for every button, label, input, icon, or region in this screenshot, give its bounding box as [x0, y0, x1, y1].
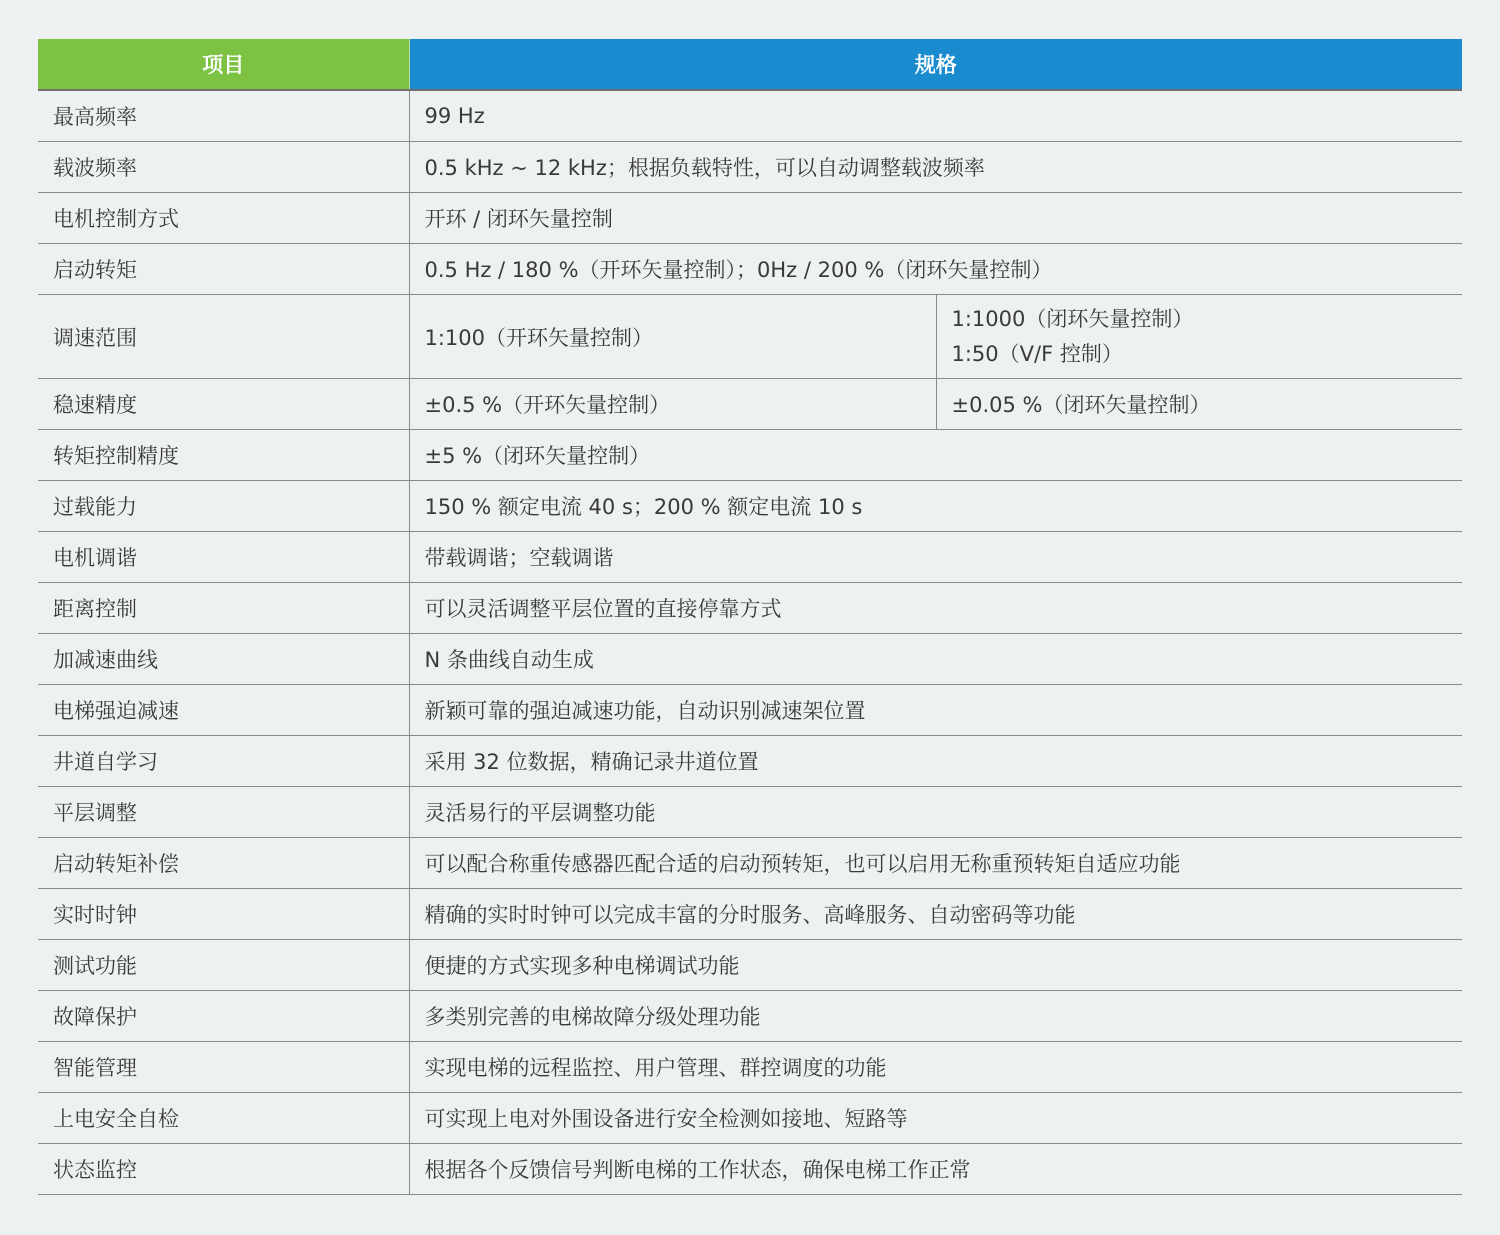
- row-item: 平层调整: [38, 787, 409, 838]
- row-spec: 多类别完善的电梯故障分级处理功能: [409, 991, 1462, 1042]
- row-spec: 带载调谐；空载调谐: [409, 532, 1462, 583]
- table-row: [38, 379, 1462, 430]
- row-item: 智能管理: [38, 1042, 409, 1093]
- row-item: 电机控制方式: [38, 193, 409, 244]
- row-item: 启动转矩补偿: [38, 838, 409, 889]
- table-row: [38, 193, 1462, 244]
- row-spec: 根据各个反馈信号判断电梯的工作状态，确保电梯工作正常: [409, 1144, 1462, 1195]
- row-spec: 新颖可靠的强迫减速功能，自动识别减速架位置: [409, 685, 1462, 736]
- table-row: [38, 532, 1462, 583]
- row-spec: 开环 / 闭环矢量控制: [409, 193, 1462, 244]
- table-row: [38, 244, 1462, 295]
- row-item: 加减速曲线: [38, 634, 409, 685]
- row-item: 调速范围: [38, 295, 409, 379]
- row-item: 转矩控制精度: [38, 430, 409, 481]
- row-item: 距离控制: [38, 583, 409, 634]
- row-item: 电机调谐: [38, 532, 409, 583]
- row-item: 状态监控: [38, 1144, 409, 1195]
- header-spec: 规格: [409, 39, 1462, 90]
- row-item: 载波频率: [38, 142, 409, 193]
- row-item: 实时时钟: [38, 889, 409, 940]
- table-row: [38, 1144, 1462, 1195]
- table-row: [38, 1093, 1462, 1144]
- table-row: [38, 685, 1462, 736]
- table-row: [38, 481, 1462, 532]
- row-spec: 可以灵活调整平层位置的直接停靠方式: [409, 583, 1462, 634]
- row-item: 测试功能: [38, 940, 409, 991]
- row-spec-closed-loop: ±0.05 %（闭环矢量控制）: [936, 379, 1462, 430]
- row-spec: 可实现上电对外围设备进行安全检测如接地、短路等: [409, 1093, 1462, 1144]
- table-row: [38, 838, 1462, 889]
- table-header-row: [38, 39, 1462, 90]
- spec-table: [38, 39, 1462, 1195]
- row-spec: 采用 32 位数据，精确记录井道位置: [409, 736, 1462, 787]
- spec-line: 1:1000（闭环矢量控制）: [951, 306, 1194, 331]
- header-item: 项目: [38, 39, 409, 90]
- table-row: [38, 295, 1462, 379]
- row-spec: N 条曲线自动生成: [409, 634, 1462, 685]
- row-item: 启动转矩: [38, 244, 409, 295]
- row-item: 电梯强迫减速: [38, 685, 409, 736]
- row-spec-closed-loop: [936, 295, 1462, 379]
- table-row: [38, 583, 1462, 634]
- row-spec: 0.5 Hz / 180 %（开环矢量控制）；0Hz / 200 %（闭环矢量控制）: [409, 244, 1462, 295]
- row-spec: 灵活易行的平层调整功能: [409, 787, 1462, 838]
- row-spec-open-loop: ±0.5 %（开环矢量控制）: [409, 379, 936, 430]
- table-row: [38, 1042, 1462, 1093]
- table-row: [38, 991, 1462, 1042]
- table-row: [38, 940, 1462, 991]
- row-item: 故障保护: [38, 991, 409, 1042]
- table-row: [38, 430, 1462, 481]
- row-spec: 99 Hz: [409, 90, 1462, 142]
- table-row: [38, 787, 1462, 838]
- row-spec: ±5 %（闭环矢量控制）: [409, 430, 1462, 481]
- row-spec: 便捷的方式实现多种电梯调试功能: [409, 940, 1462, 991]
- row-spec: 精确的实时时钟可以完成丰富的分时服务、高峰服务、自动密码等功能: [409, 889, 1462, 940]
- row-item: 过载能力: [38, 481, 409, 532]
- row-spec: 可以配合称重传感器匹配合适的启动预转矩，也可以启用无称重预转矩自适应功能: [409, 838, 1462, 889]
- row-item: 上电安全自检: [38, 1093, 409, 1144]
- table-row: [38, 736, 1462, 787]
- row-item: 最高频率: [38, 90, 409, 142]
- table-row: [38, 90, 1462, 142]
- spec-line: 1:50（V/F 控制）: [951, 341, 1123, 366]
- table-row: [38, 142, 1462, 193]
- row-spec: 实现电梯的远程监控、用户管理、群控调度的功能: [409, 1042, 1462, 1093]
- row-spec: 150 % 额定电流 40 s；200 % 额定电流 10 s: [409, 481, 1462, 532]
- row-spec: 0.5 kHz ~ 12 kHz；根据负载特性，可以自动调整载波频率: [409, 142, 1462, 193]
- row-spec-open-loop: 1:100（开环矢量控制）: [409, 295, 936, 379]
- row-item: 井道自学习: [38, 736, 409, 787]
- row-item: 稳速精度: [38, 379, 409, 430]
- table-row: [38, 889, 1462, 940]
- table-row: [38, 634, 1462, 685]
